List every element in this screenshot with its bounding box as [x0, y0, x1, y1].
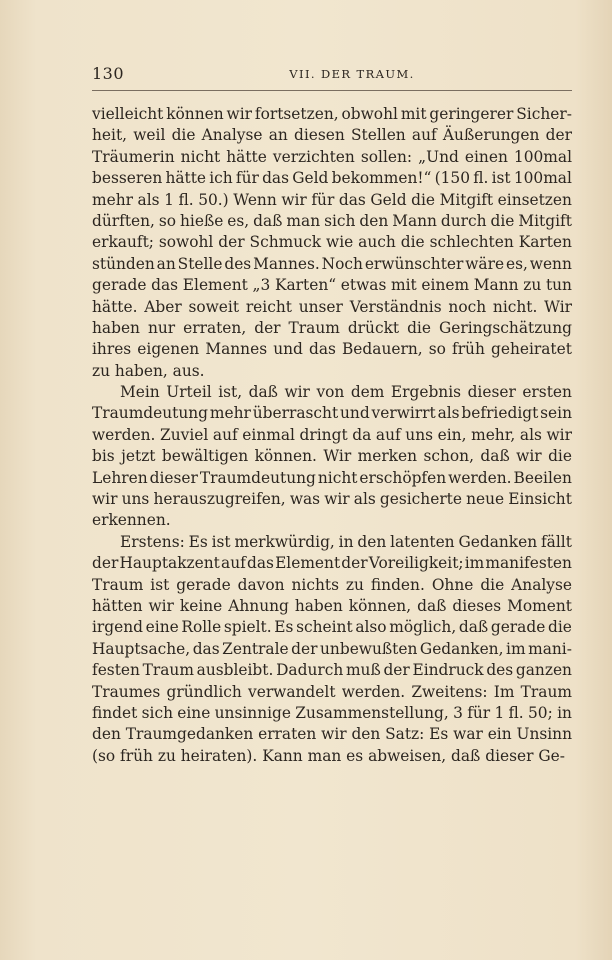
text-line: werden. Zuviel auf einmal dringt da auf uns ein, mehr, als wir	[92, 425, 572, 444]
text-line: der Hauptakzent auf das Element der Voreiligkeit; im manifesten	[92, 554, 572, 573]
text-line: gerade das Element „3 Karten“ etwas mit einem Mann zu tun	[92, 276, 572, 295]
text-line: haben nur erraten, der Traum drückt die Geringschätzung	[92, 318, 572, 337]
text-line: Erstens: Es ist merkwürdig, in den latenten Gedanken fällt	[120, 532, 572, 551]
body-text	[92, 104, 572, 767]
text-line: irgend eine Rolle spielt. Es scheint also möglich, daß gerade die	[92, 618, 572, 637]
text-line: Träumerin nicht hätte verzichten sollen: „Und einen 100mal	[92, 147, 572, 166]
running-head: VII. DER TRAUM.	[289, 67, 415, 81]
text-line: Traum ist gerade davon nichts zu finden. Ohne die Analyse	[92, 575, 572, 594]
text-line: stünden an Stelle des Mannes. Noch erwünschter wäre es, wenn	[92, 254, 572, 273]
text-line: Lehren dieser Traumdeutung nicht erschöpfen werden. Beeilen	[92, 468, 572, 487]
text-line: (so früh zu heiraten). Kann man es abweisen, daß dieser Ge-	[92, 746, 565, 765]
text-line: ihres eigenen Mannes und das Bedauern, so früh geheiratet	[92, 340, 572, 359]
text-line: den Traumgedanken erraten wir den Satz: Es war ein Unsinn	[92, 725, 572, 744]
text-line: besseren hätte ich für das Geld bekommen!“ (150 fl. ist 100mal	[92, 169, 572, 188]
text-line: erkennen.	[92, 511, 171, 530]
text-line: findet sich eine unsinnige Zusammenstellung, 3 für 1 fl. 50; in	[92, 703, 572, 722]
paragraph	[92, 382, 572, 532]
paragraph	[92, 104, 572, 382]
page-number: 130	[92, 64, 125, 83]
text-line: vielleicht können wir fortsetzen, obwohl mit geringerer Sicher-	[92, 105, 572, 123]
header-rule	[92, 90, 572, 91]
text-line: bis jetzt bewältigen können. Wir merken schon, daß wir die	[92, 447, 572, 466]
text-line: erkauft; sowohl der Schmuck wie auch die schlechten Karten	[92, 233, 572, 252]
text-line: dürften, so hieße es, daß man sich den Mann durch die Mitgift	[92, 211, 572, 230]
text-line: Traumdeutung mehr überrascht und verwirrt als befriedigt sein	[92, 404, 572, 423]
text-line: zu haben, aus.	[92, 361, 205, 380]
paragraph	[92, 532, 572, 767]
text-line: hätten wir keine Ahnung haben können, daß dieses Moment	[92, 596, 572, 615]
text-line: festen Traum ausbleibt. Dadurch muß der Eindruck des ganzen	[92, 661, 572, 680]
text-line: heit, weil die Analyse an diesen Stellen auf Äußerungen der	[92, 126, 572, 145]
text-line: hätte. Aber soweit reicht unser Verständnis noch nicht. Wir	[92, 297, 572, 316]
text-line: Traumes gründlich verwandelt werden. Zweitens: Im Traum	[92, 682, 572, 701]
text-line: Mein Urteil ist, daß wir von dem Ergebnis dieser ersten	[120, 383, 572, 402]
text-line: Hauptsache, das Zentrale der unbewußten Gedanken, im mani-	[92, 639, 572, 658]
text-line: wir uns herauszugreifen, was wir als gesicherte neue Einsicht	[92, 490, 572, 509]
page-header	[92, 64, 572, 86]
text-line: mehr als 1 fl. 50.) Wenn wir für das Geld die Mitgift einsetzen	[92, 190, 572, 209]
